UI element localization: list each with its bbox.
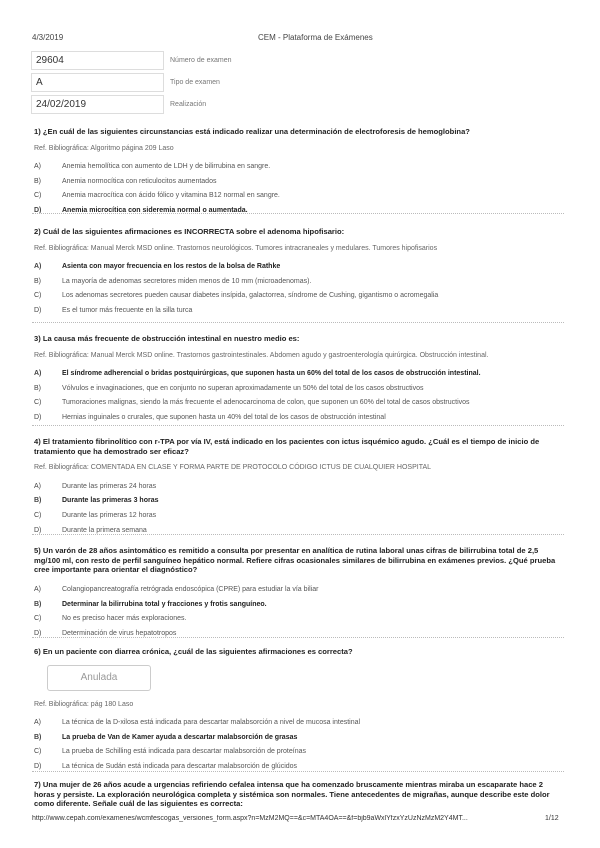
question-title: 7) Una mujer de 26 años acude a urgencias refiriendo cefalea intensa que ha comenzado bruscamente mientras miraba un escaparate hace 2 horas y persiste. La exploración neurológica completa y sistémica son normales. Tiene antecedentes de migrañas, aunque describe este dolor como diferente. Señale cuál de las siguientes es correcta:	[34, 780, 550, 808]
question-divider	[32, 213, 564, 214]
bibliographic-reference: Ref. Bibliográfica: Manual Merck MSD online. Trastornos gastrointestinales. Abdomen agudo y gastroenterología quirúrgica. Obstrucción intestinal.	[34, 351, 489, 359]
option-letter: A)	[34, 370, 42, 378]
answer-option	[34, 367, 564, 382]
question-title: 3) La causa más frecuente de obstrucción intestinal en nuestro medio es:	[34, 334, 300, 343]
question-divider	[32, 425, 564, 426]
question-4	[34, 437, 564, 537]
answer-option	[34, 716, 564, 731]
question-divider	[32, 322, 564, 323]
option-letter: D)	[34, 414, 42, 422]
option-letter: C)	[34, 615, 42, 623]
option-text: No es preciso hacer más exploraciones.	[62, 615, 187, 623]
answer-option	[34, 396, 564, 411]
question-divider	[32, 534, 564, 535]
option-text: Es el tumor más frecuente en la silla turca	[62, 307, 193, 315]
option-letter: D)	[34, 763, 42, 771]
question-title: 4) El tratamiento fibrinolítico con r-TPA por vía IV, está indicado en los pacientes con ictus isquémico agudo. ¿Cuál es el tiempo de inicio de tratamiento que ha demostrado ser eficaz?	[34, 437, 540, 456]
option-letter: B)	[34, 497, 42, 505]
answer-option	[34, 508, 564, 523]
option-letter: B)	[34, 277, 41, 285]
answer-option	[34, 626, 564, 641]
option-text: La prueba de Schilling está indicada para descartar malabsorción de proteínas	[62, 748, 306, 756]
answer-option	[34, 494, 564, 509]
answer-option	[34, 479, 564, 494]
option-letter: C)	[34, 399, 42, 407]
page-url: http://www.cepah.com/examenes/wcmfescogas_versiones_form.aspx?n=MzM2MQ==&c=MTA4OA==&f=bjb9aWxlYfzxYzUzNzMzM2Y4MT...	[32, 815, 468, 822]
answer-option	[34, 745, 564, 760]
option-text: Anemia microcítica con sideremia normal o aumentada.	[62, 207, 248, 215]
option-text: Anemia normocítica con reticulocitos aumentados	[62, 177, 217, 185]
option-letter: C)	[34, 748, 42, 756]
option-letter: D)	[34, 307, 42, 315]
answer-option	[34, 381, 564, 396]
answer-option	[34, 274, 564, 289]
exam-date-label: Realización	[170, 101, 207, 108]
question-1	[34, 127, 564, 218]
question-7	[34, 780, 564, 817]
option-text: Anemia macrocítica con ácido fólico y vitamina B12 normal en sangre.	[62, 192, 280, 200]
exam-type-field[interactable]: A	[31, 73, 164, 92]
answer-option	[34, 260, 564, 275]
option-text: Determinación de virus hepatotropos	[62, 630, 177, 638]
option-letter: C)	[34, 511, 42, 519]
option-text: Durante las primeras 12 horas	[62, 511, 157, 519]
option-text: Durante las primeras 3 horas	[62, 497, 159, 505]
option-letter: A)	[34, 163, 41, 171]
bibliographic-reference: Ref. Bibliográfica: COMENTADA EN CLASE Y FORMA PARTE DE PROTOCOLO CÓDIGO ICTUS DE CUALQUIER HOSPITAL	[34, 464, 432, 471]
option-text: La mayoría de adenomas secretores miden menos de 10 mm (microadenomas).	[62, 277, 312, 285]
option-text: Hernias inguinales o crurales, que suponen hasta un 40% del total de los casos de obstrucción intestinal	[62, 414, 386, 422]
page-title: CEM - Plataforma de Exámenes	[258, 33, 373, 42]
page-number: 1/12	[545, 815, 559, 822]
answer-option	[34, 289, 564, 304]
answer-option	[34, 160, 564, 175]
option-text: La técnica de la D-xilosa está indicada para descartar malabsorción a nivel de mucosa intestinal	[62, 719, 361, 727]
annulled-badge: Anulada	[47, 665, 151, 691]
answer-option	[34, 583, 564, 598]
bibliographic-reference: Ref. Bibliográfica: pág 180 Laso	[34, 700, 134, 708]
answer-option	[34, 410, 564, 425]
option-letter: D)	[34, 207, 42, 215]
answer-option	[34, 523, 564, 538]
answer-option	[34, 203, 564, 218]
option-letter: C)	[34, 192, 42, 200]
answer-option	[34, 730, 564, 745]
answer-option	[34, 612, 564, 627]
bibliographic-reference: Ref. Bibliográfica: Algoritmo página 209 Laso	[34, 144, 174, 152]
option-letter: B)	[34, 733, 42, 741]
exam-number-field[interactable]: 29604	[31, 51, 164, 70]
option-text: Asienta con mayor frecuencia en los restos de la bolsa de Rathke	[62, 263, 281, 271]
question-title: 1) ¿En cuál de las siguientes circunstancias está indicado realizar una determinación de electroforesis de hemoglobina?	[34, 127, 470, 136]
option-text: Durante las primeras 24 horas	[62, 482, 157, 490]
option-text: Durante la primera semana	[62, 526, 147, 534]
option-letter: B)	[34, 384, 41, 392]
option-text: El síndrome adherencial o bridas postquirúrgicas, que suponen hasta un 60% del total de los casos de obstrucción intestinal.	[62, 370, 481, 378]
option-text: Tumoraciones malignas, siendo la más frecuente el adenocarcinoma de colon, que suponen un 60% del total de casos obstructivos	[62, 399, 470, 407]
option-text: Anemia hemolítica con aumento de LDH y de bilirrubina en sangre.	[62, 163, 271, 171]
question-title: 6) En un paciente con diarrea crónica, ¿cuál de las siguientes afirmaciones es correcta?	[34, 647, 353, 656]
answer-option	[34, 597, 564, 612]
option-text: La prueba de Van de Kamer ayuda a descartar malabsorción de grasas	[62, 733, 298, 741]
exam-number-label: Número de examen	[170, 57, 232, 64]
exam-type-label: Tipo de examen	[170, 79, 220, 86]
exam-date-field[interactable]: 24/02/2019	[31, 95, 164, 114]
answer-option	[34, 174, 564, 189]
print-date: 4/3/2019	[32, 33, 64, 42]
option-letter: A)	[34, 263, 42, 271]
question-5	[34, 546, 564, 641]
option-letter: B)	[34, 177, 41, 185]
option-letter: A)	[34, 482, 41, 490]
option-letter: A)	[34, 586, 41, 594]
option-letter: C)	[34, 292, 42, 300]
bibliographic-reference: Ref. Bibliográfica: Manual Merck MSD online. Trastornos neurológicos. Tumores intracraneales y medulares. Tumores hipofisarios	[34, 244, 438, 252]
answer-option	[34, 189, 564, 204]
option-letter: D)	[34, 630, 42, 638]
question-title: 5) Un varón de 28 años asintomático es remitido a consulta por presentar en analítica de rutina laboral unas cifras de bilirrubina total de 2,5 mg/100 ml, con resto de perfil sanguíneo hepático normal. Refiere cifras ocasionales similares de bilirrubina en exámenes previos. ¿Qué prueba cree importante para orientar el diagnóstico?	[34, 546, 556, 574]
question-divider	[32, 771, 564, 772]
option-text: Los adenomas secretores pueden causar diabetes insípida, galactorrea, síndrome de Cushing, gigantismo o acromegalia	[62, 292, 439, 300]
option-text: La técnica de Sudán está indicada para descartar malabsorción de glúcidos	[62, 763, 298, 771]
option-text: Vólvulos e invaginaciones, que en conjunto no superan aproximadamente un 50% del total de los casos obstructivos	[62, 384, 424, 392]
option-letter: D)	[34, 526, 42, 534]
option-text: Colangiopancreatografía retrógrada endoscópica (CPRE) para estudiar la vía biliar	[62, 586, 319, 594]
question-title: 2) Cuál de las siguientes afirmaciones es INCORRECTA sobre el adenoma hipofisario:	[34, 227, 345, 236]
answer-option	[34, 303, 564, 318]
question-6	[34, 647, 564, 774]
question-3	[34, 334, 564, 425]
question-2	[34, 227, 564, 318]
option-letter: A)	[34, 719, 41, 727]
option-letter: B)	[34, 600, 42, 608]
question-divider	[32, 637, 564, 638]
option-text: Determinar la bilirrubina total y fracciones y frotis sanguíneo.	[62, 600, 267, 608]
